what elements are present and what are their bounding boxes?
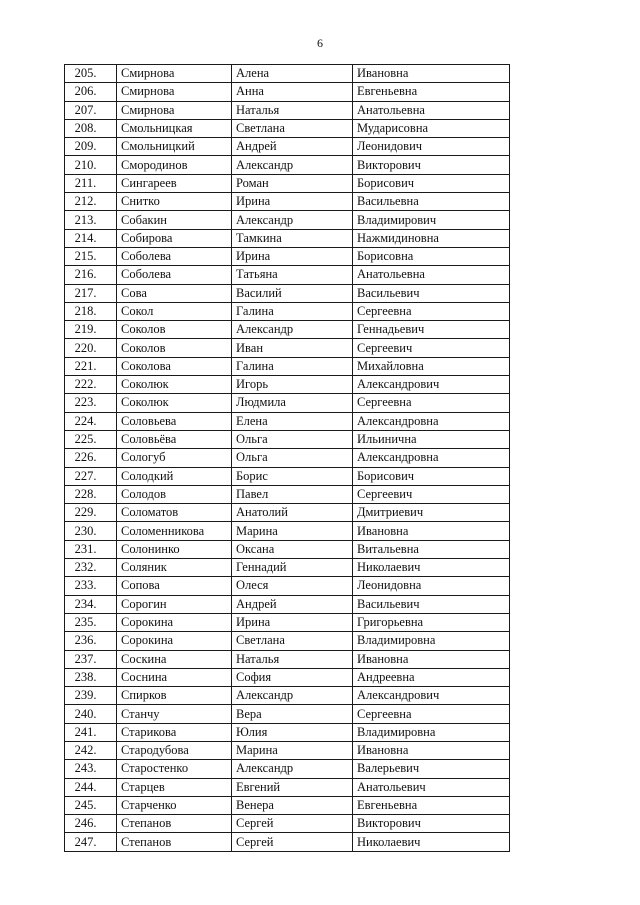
first-name-cell: Анатолий	[232, 504, 353, 522]
table-row	[65, 449, 510, 467]
row-number-cell: 208.	[65, 119, 117, 137]
last-name-cell: Смольницкая	[117, 119, 232, 137]
last-name-cell: Соломенникова	[117, 522, 232, 540]
table-row	[65, 357, 510, 375]
last-name-cell: Соломатов	[117, 504, 232, 522]
patronymic-cell: Васильевна	[353, 193, 510, 211]
first-name-cell: Анна	[232, 83, 353, 101]
row-number-cell: 238.	[65, 668, 117, 686]
table-row	[65, 485, 510, 503]
row-number-cell: 227.	[65, 467, 117, 485]
patronymic-cell: Викторович	[353, 815, 510, 833]
first-name-cell: Ирина	[232, 193, 353, 211]
row-number-cell: 211.	[65, 174, 117, 192]
last-name-cell: Смирнова	[117, 65, 232, 83]
table-row	[65, 540, 510, 558]
last-name-cell: Степанов	[117, 833, 232, 851]
first-name-cell: София	[232, 668, 353, 686]
row-number-cell: 222.	[65, 376, 117, 394]
patronymic-cell: Ивановна	[353, 65, 510, 83]
last-name-cell: Сова	[117, 284, 232, 302]
table-row	[65, 833, 510, 851]
first-name-cell: Василий	[232, 284, 353, 302]
first-name-cell: Александр	[232, 687, 353, 705]
row-number-cell: 231.	[65, 540, 117, 558]
patronymic-cell: Андреевна	[353, 668, 510, 686]
patronymic-cell: Сергеевна	[353, 705, 510, 723]
patronymic-cell: Дмитриевич	[353, 504, 510, 522]
row-number-cell: 244.	[65, 778, 117, 796]
patronymic-cell: Евгеньевна	[353, 83, 510, 101]
last-name-cell: Соболева	[117, 266, 232, 284]
table-row	[65, 650, 510, 668]
row-number-cell: 223.	[65, 394, 117, 412]
patronymic-cell: Васильевич	[353, 595, 510, 613]
row-number-cell: 232.	[65, 559, 117, 577]
table-row	[65, 760, 510, 778]
first-name-cell: Оксана	[232, 540, 353, 558]
patronymic-cell: Александровна	[353, 449, 510, 467]
row-number-cell: 213.	[65, 211, 117, 229]
table-row	[65, 339, 510, 357]
table-row	[65, 741, 510, 759]
patronymic-cell: Александрович	[353, 376, 510, 394]
table-row	[65, 668, 510, 686]
table-row	[65, 796, 510, 814]
first-name-cell: Александр	[232, 760, 353, 778]
first-name-cell: Сергей	[232, 833, 353, 851]
first-name-cell: Ольга	[232, 449, 353, 467]
table-row	[65, 412, 510, 430]
row-number-cell: 226.	[65, 449, 117, 467]
last-name-cell: Смирнова	[117, 101, 232, 119]
row-number-cell: 234.	[65, 595, 117, 613]
row-number-cell: 246.	[65, 815, 117, 833]
last-name-cell: Собакин	[117, 211, 232, 229]
patronymic-cell: Владимирович	[353, 211, 510, 229]
first-name-cell: Светлана	[232, 632, 353, 650]
last-name-cell: Соснина	[117, 668, 232, 686]
table-row	[65, 559, 510, 577]
first-name-cell: Александр	[232, 321, 353, 339]
row-number-cell: 217.	[65, 284, 117, 302]
patronymic-cell: Геннадьевич	[353, 321, 510, 339]
last-name-cell: Смольницкий	[117, 138, 232, 156]
table-row	[65, 266, 510, 284]
patronymic-cell: Викторович	[353, 156, 510, 174]
row-number-cell: 220.	[65, 339, 117, 357]
last-name-cell: Степанов	[117, 815, 232, 833]
last-name-cell: Соколюк	[117, 394, 232, 412]
last-name-cell: Соколюк	[117, 376, 232, 394]
row-number-cell: 233.	[65, 577, 117, 595]
patronymic-cell: Мударисовна	[353, 119, 510, 137]
first-name-cell: Ирина	[232, 613, 353, 631]
first-name-cell: Венера	[232, 796, 353, 814]
patronymic-cell: Борисович	[353, 174, 510, 192]
patronymic-cell: Борисович	[353, 467, 510, 485]
first-name-cell: Ирина	[232, 247, 353, 265]
first-name-cell: Евгений	[232, 778, 353, 796]
patronymic-cell: Григорьевна	[353, 613, 510, 631]
last-name-cell: Сорокина	[117, 632, 232, 650]
last-name-cell: Старикова	[117, 723, 232, 741]
last-name-cell: Солодов	[117, 485, 232, 503]
last-name-cell: Солонинко	[117, 540, 232, 558]
last-name-cell: Соколова	[117, 357, 232, 375]
last-name-cell: Соколов	[117, 339, 232, 357]
patronymic-cell: Ильинична	[353, 430, 510, 448]
last-name-cell: Спирков	[117, 687, 232, 705]
first-name-cell: Наталья	[232, 101, 353, 119]
last-name-cell: Сологуб	[117, 449, 232, 467]
patronymic-cell: Нажмидиновна	[353, 229, 510, 247]
patronymic-cell: Сергеевна	[353, 394, 510, 412]
patronymic-cell: Валерьевич	[353, 760, 510, 778]
first-name-cell: Роман	[232, 174, 353, 192]
last-name-cell: Стародубова	[117, 741, 232, 759]
row-number-cell: 230.	[65, 522, 117, 540]
row-number-cell: 212.	[65, 193, 117, 211]
names-table	[64, 64, 510, 852]
row-number-cell: 225.	[65, 430, 117, 448]
patronymic-cell: Сергеевна	[353, 302, 510, 320]
table-row	[65, 394, 510, 412]
last-name-cell: Станчу	[117, 705, 232, 723]
patronymic-cell: Анатольевна	[353, 266, 510, 284]
last-name-cell: Сокол	[117, 302, 232, 320]
row-number-cell: 218.	[65, 302, 117, 320]
table-row	[65, 595, 510, 613]
first-name-cell: Ольга	[232, 430, 353, 448]
first-name-cell: Вера	[232, 705, 353, 723]
table-row	[65, 229, 510, 247]
table-row	[65, 687, 510, 705]
patronymic-cell: Леонидовна	[353, 577, 510, 595]
table-row	[65, 174, 510, 192]
first-name-cell: Светлана	[232, 119, 353, 137]
row-number-cell: 229.	[65, 504, 117, 522]
first-name-cell: Марина	[232, 741, 353, 759]
table-row	[65, 138, 510, 156]
last-name-cell: Сингареев	[117, 174, 232, 192]
table-row	[65, 376, 510, 394]
row-number-cell: 207.	[65, 101, 117, 119]
last-name-cell: Старостенко	[117, 760, 232, 778]
first-name-cell: Андрей	[232, 595, 353, 613]
first-name-cell: Татьяна	[232, 266, 353, 284]
patronymic-cell: Анатольевна	[353, 101, 510, 119]
last-name-cell: Собирова	[117, 229, 232, 247]
row-number-cell: 237.	[65, 650, 117, 668]
table-row	[65, 101, 510, 119]
first-name-cell: Юлия	[232, 723, 353, 741]
row-number-cell: 247.	[65, 833, 117, 851]
row-number-cell: 215.	[65, 247, 117, 265]
table-row	[65, 522, 510, 540]
last-name-cell: Соскина	[117, 650, 232, 668]
table-row	[65, 778, 510, 796]
first-name-cell: Александр	[232, 211, 353, 229]
row-number-cell: 243.	[65, 760, 117, 778]
table-row	[65, 321, 510, 339]
first-name-cell: Андрей	[232, 138, 353, 156]
last-name-cell: Сорокина	[117, 613, 232, 631]
table-row	[65, 467, 510, 485]
row-number-cell: 214.	[65, 229, 117, 247]
patronymic-cell: Сергеевич	[353, 485, 510, 503]
row-number-cell: 209.	[65, 138, 117, 156]
first-name-cell: Марина	[232, 522, 353, 540]
patronymic-cell: Владимировна	[353, 723, 510, 741]
last-name-cell: Соболева	[117, 247, 232, 265]
first-name-cell: Сергей	[232, 815, 353, 833]
table-row	[65, 723, 510, 741]
first-name-cell: Геннадий	[232, 559, 353, 577]
patronymic-cell: Ивановна	[353, 650, 510, 668]
table-row	[65, 430, 510, 448]
table-row	[65, 504, 510, 522]
last-name-cell: Сопова	[117, 577, 232, 595]
row-number-cell: 206.	[65, 83, 117, 101]
patronymic-cell: Борисовна	[353, 247, 510, 265]
page-number: 6	[317, 36, 323, 50]
row-number-cell: 235.	[65, 613, 117, 631]
last-name-cell: Соловьёва	[117, 430, 232, 448]
last-name-cell: Сорогин	[117, 595, 232, 613]
table-row	[65, 83, 510, 101]
first-name-cell: Игорь	[232, 376, 353, 394]
patronymic-cell: Владимировна	[353, 632, 510, 650]
patronymic-cell: Александровна	[353, 412, 510, 430]
last-name-cell: Смирнова	[117, 83, 232, 101]
row-number-cell: 236.	[65, 632, 117, 650]
first-name-cell: Борис	[232, 467, 353, 485]
patronymic-cell: Николаевич	[353, 559, 510, 577]
row-number-cell: 205.	[65, 65, 117, 83]
row-number-cell: 240.	[65, 705, 117, 723]
first-name-cell: Алена	[232, 65, 353, 83]
patronymic-cell: Леонидович	[353, 138, 510, 156]
patronymic-cell: Ивановна	[353, 741, 510, 759]
last-name-cell: Смородинов	[117, 156, 232, 174]
patronymic-cell: Николаевич	[353, 833, 510, 851]
table-row	[65, 705, 510, 723]
table-row	[65, 193, 510, 211]
row-number-cell: 245.	[65, 796, 117, 814]
table-row	[65, 119, 510, 137]
first-name-cell: Елена	[232, 412, 353, 430]
table-row	[65, 815, 510, 833]
names-table-body	[65, 65, 510, 852]
patronymic-cell: Витальевна	[353, 540, 510, 558]
table-row	[65, 632, 510, 650]
last-name-cell: Снитко	[117, 193, 232, 211]
patronymic-cell: Сергеевич	[353, 339, 510, 357]
last-name-cell: Соловьева	[117, 412, 232, 430]
first-name-cell: Людмила	[232, 394, 353, 412]
patronymic-cell: Александрович	[353, 687, 510, 705]
row-number-cell: 224.	[65, 412, 117, 430]
first-name-cell: Галина	[232, 357, 353, 375]
first-name-cell: Наталья	[232, 650, 353, 668]
table-row	[65, 577, 510, 595]
last-name-cell: Старцев	[117, 778, 232, 796]
last-name-cell: Соляник	[117, 559, 232, 577]
table-row	[65, 156, 510, 174]
row-number-cell: 241.	[65, 723, 117, 741]
row-number-cell: 221.	[65, 357, 117, 375]
table-row	[65, 211, 510, 229]
row-number-cell: 219.	[65, 321, 117, 339]
patronymic-cell: Михайловна	[353, 357, 510, 375]
row-number-cell: 216.	[65, 266, 117, 284]
last-name-cell: Соколов	[117, 321, 232, 339]
patronymic-cell: Ивановна	[353, 522, 510, 540]
row-number-cell: 228.	[65, 485, 117, 503]
row-number-cell: 242.	[65, 741, 117, 759]
patronymic-cell: Анатольевич	[353, 778, 510, 796]
table-row	[65, 302, 510, 320]
patronymic-cell: Евгеньевна	[353, 796, 510, 814]
table-row	[65, 284, 510, 302]
first-name-cell: Александр	[232, 156, 353, 174]
row-number-cell: 239.	[65, 687, 117, 705]
last-name-cell: Солодкий	[117, 467, 232, 485]
patronymic-cell: Васильевич	[353, 284, 510, 302]
table-row	[65, 613, 510, 631]
first-name-cell: Павел	[232, 485, 353, 503]
table-row	[65, 65, 510, 83]
first-name-cell: Тамкина	[232, 229, 353, 247]
table-row	[65, 247, 510, 265]
row-number-cell: 210.	[65, 156, 117, 174]
first-name-cell: Галина	[232, 302, 353, 320]
first-name-cell: Иван	[232, 339, 353, 357]
last-name-cell: Старченко	[117, 796, 232, 814]
first-name-cell: Олеся	[232, 577, 353, 595]
